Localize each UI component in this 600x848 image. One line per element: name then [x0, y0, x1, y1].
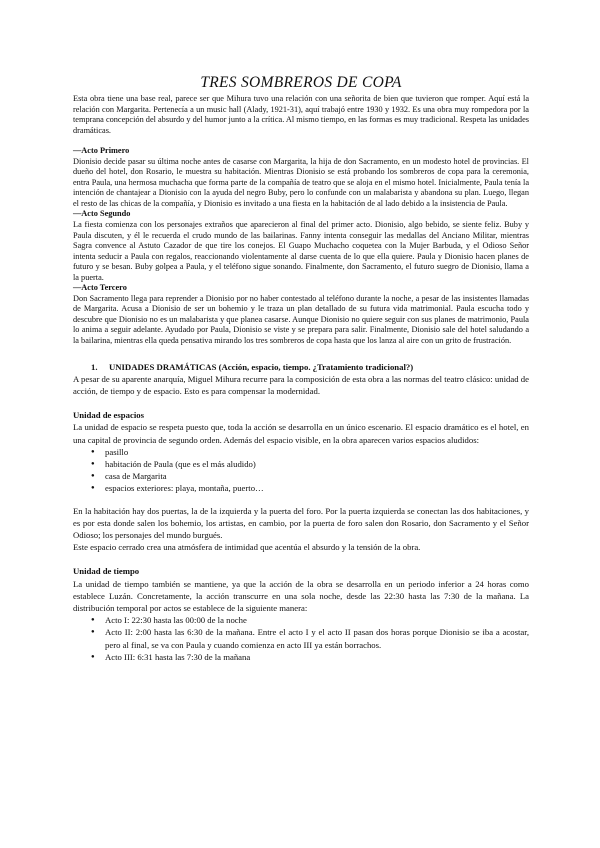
tiempo-text: La unidad de tiempo también se mantiene, ya que la acción de la obra se desarrolla en un periodo inferior a 24 horas como establece Luzán. Concretamente, la acción transcurre en una sola noche, desde las 22:30 hasta las 7:30 de la mañana. La distribución temporal por actos se establece de la siguiente manera:: [73, 578, 529, 614]
unidades-section: [73, 361, 529, 663]
list-item: ● habitación de Paula (que es el más aludido): [91, 458, 529, 470]
intro-paragraph: Esta obra tiene una base real, parece ser que Mihura tuvo una relación con una señorita de bien que tuvieron que romper. Aquí está la relación con Margarita. Pertenecía a un music hall (Alady, 1921-31), aquí trabajó entre 1930 y 1932. Es una obra muy rompedora por la temprana concepción del absurdo y del humor junto a la crítica. Al mismo tiempo, en las formas es muy tradicional. Respeta las unidades dramáticas.: [73, 94, 529, 135]
act-3-text: Don Sacramento llega para reprender a Dionisio por no haber contestado al teléfono durante la noche, a pesar de las insistentes llamadas de Margarita. Acusa a Dionisio de ser un bohemio y le traza un plan detallado de su futura vida matrimonial. Paula escucha todo y descubre que Dionisio no es un malabarista y que planea casarse. Aunque Dionisio no quiere seguir con sus planes de matrimonio, Paula lo anima a seguir adelante. Ayudado por Paula, Dionisio se viste y se prepara para salir. Finalmente, Dionisio sale del hotel saludando a la bailarina, mientras ella queda pensativa mirando los tres sombreros de copa hasta que los lanza al aire con un grito de frustración.: [73, 293, 529, 346]
list-item: ● casa de Margarita: [91, 470, 529, 482]
act-2-text: La fiesta comienza con los personajes extraños que aparecieron al final del primer acto. Dionisio, algo bebido, se siente feliz. Buby y Paula discuten, y él le recuerda el crudo mundo de las bailarinas. Fanny intenta conseguir las medallas del Anciano Militar, mientras Sagra convence al Astuto Cazador de que tire los conejos. El Guapo Muchacho coquetea con la Mujer Barbuda, y el Odioso Señor intenta seducir a Paula con regalos, reaccionando violentamente al darse cuenta de lo que ella quiere. Paula y Dionisio hacen planes de futuro y se besan. Buby golpea a Paula, y el teléfono sigue sonando. Finalmente, don Sacramento, el futuro suegro de Dionisio, llama a la puerta.: [73, 220, 529, 282]
espacios-heading: Unidad de espacios: [73, 410, 144, 421]
list-item: ● Acto III: 6:31 hasta las 7:30 de la mañana: [91, 651, 529, 663]
list-item: ● Acto II: 2:00 hasta las 6:30 de la mañana. Entre el acto I y el acto II pasan dos horas porque Dionisio se iba a acostar, pero al final, se va con Paula y cuando comienza en acto III ya están borrachos.: [91, 626, 529, 650]
section-1-intro: A pesar de su aparente anarquía, Miguel Mihura recurre para la composición de esta obra a las normas del teatro clásico: unidad de acción, de tiempo y de espacio. Esto es para compensar la modernidad.: [73, 373, 529, 396]
list-item: ● espacios exteriores: playa, montaña, puerto…: [91, 482, 529, 494]
section-1-heading: [91, 361, 529, 373]
tiempo-list: [73, 614, 529, 663]
list-item: ● pasillo: [91, 446, 529, 458]
act-3-heading: —Acto Tercero: [73, 283, 127, 293]
list-item: ● Acto I: 22:30 hasta las 00:00 de la noche: [91, 614, 529, 626]
espacios-list: [73, 446, 529, 495]
section-number: 1.: [91, 361, 98, 372]
document-content: [73, 74, 529, 663]
act-1-heading: —Acto Primero: [73, 146, 130, 156]
act-2-heading: —Acto Segundo: [73, 209, 131, 219]
tiempo-heading: Unidad de tiempo: [73, 566, 140, 577]
document-title: TRES SOMBREROS DE COPA: [200, 74, 402, 91]
section-title: UNIDADES DRAMÁTICAS (Acción, espacio, tiempo. ¿Tratamiento tradicional?): [109, 361, 414, 372]
espacios-text: La unidad de espacio se respeta puesto que, toda la acción se desarrolla en un único escenario. El espacio dramático es el hotel, en una capital de provincia de segundo orden. Además del espacio visible, en la obra aparecen varios espacios aludidos:: [73, 422, 529, 445]
espacios-text-3: Este espacio cerrado crea una atmósfera de intimidad que acentúa el absurdo y la tensión de la obra.: [73, 542, 421, 553]
act-1-text: Dionisio decide pasar su última noche antes de casarse con Margarita, la hija de don Sacramento, en un modesto hotel de provincias. El dueño del hotel, don Rosario, le muestra su habitación. Mientras Dionisio se está probando los sombreros de copa para la ceremonia, entra Paula, una hermosa muchacha que forma parte de la compañía de teatro que se aloja en el mismo hotel. Inicialmente, Paula tenía la intención de chantajear a Dionisio con la ayuda del negro Buby, pero lo confunde con un malabarista y abandona su plan. Luego, llegan el resto de las chicas de la compañía, y Dionisio es invitado a una fiesta en la habitación de al lado debido a la insistencia de Paula.: [73, 156, 529, 208]
espacios-text-2: En la habitación hay dos puertas, la de la izquierda y la puerta del foro. Por la puerta izquierda se conectan las dos habitaciones, y es por esta donde salen los bohemio, los artistas, en cambio, por la puerta de foro salen don Rosario, don Sacramento y el Señor Odioso; los personajes del mundo burgués.: [73, 505, 529, 541]
